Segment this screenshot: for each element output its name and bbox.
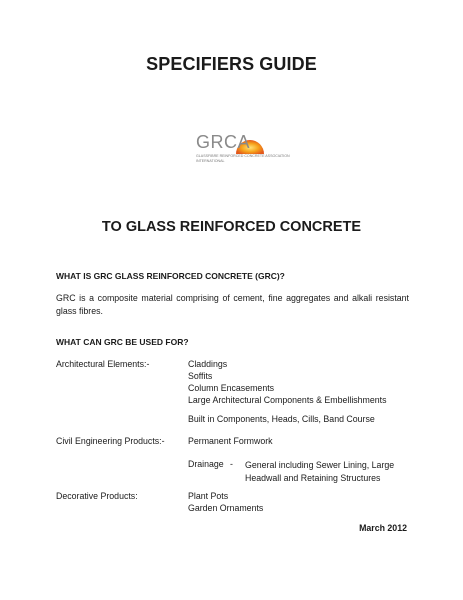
document-title: SPECIFIERS GUIDE	[146, 54, 317, 74]
drainage-label: Drainage	[188, 459, 224, 469]
list-item: Permanent Formwork	[188, 436, 273, 446]
grca-logo	[196, 124, 316, 166]
logo-tagline: GLASSFIBRE REINFORCED CONCRETE ASSOCIATION INTERNATIONAL	[196, 154, 290, 163]
section-body-what-is: GRC is a composite material comprising of cement, fine aggregates and alkali resistant glass fibres.	[56, 293, 409, 316]
section-heading-what-is: WHAT IS GRC GLASS REINFORCED CONCRETE (GRC)?	[56, 271, 285, 281]
document-date: March 2012	[359, 523, 407, 533]
list-item: Large Architectural Components & Embellishments	[188, 395, 387, 405]
category-label-decorative: Decorative Products:	[56, 491, 138, 501]
list-item: Claddings	[188, 359, 228, 369]
category-label-civil: Civil Engineering Products:-	[56, 436, 165, 446]
list-item: Plant Pots	[188, 491, 229, 501]
list-item: Built in Components, Heads, Cills, Band Course	[188, 414, 375, 424]
logo-wordmark: GRCA	[196, 132, 251, 152]
section-heading-uses: WHAT CAN GRC BE USED FOR?	[56, 337, 189, 347]
list-item: Soffits	[188, 371, 213, 381]
drainage-description: General including Sewer Lining, Large Headwall and Retaining Structures	[245, 460, 395, 483]
category-label-architectural: Architectural Elements:-	[56, 359, 150, 369]
list-item: Column Encasements	[188, 383, 275, 393]
drainage-dash: -	[230, 459, 233, 469]
list-item: Garden Ornaments	[188, 503, 264, 513]
document-subtitle: TO GLASS REINFORCED CONCRETE	[101, 219, 362, 235]
